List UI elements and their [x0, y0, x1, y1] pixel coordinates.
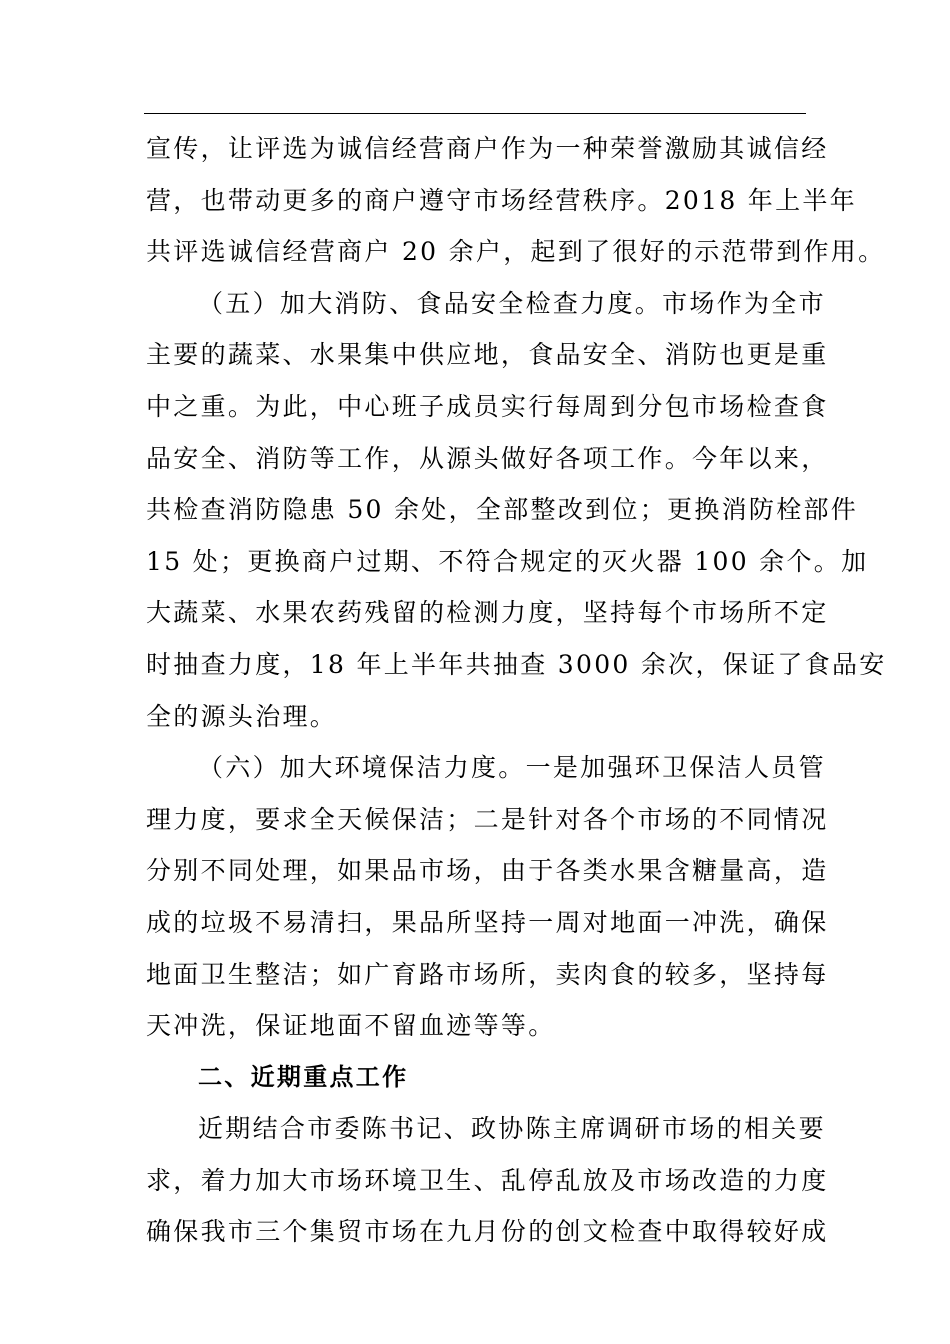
document-body — [146, 123, 887, 1258]
text-line: 确保我市三个集贸市场在九月份的创文检查中取得较好成 — [146, 1217, 829, 1247]
text-line: 成的垃圾不易清扫，果品所坚持一周对地面一冲洗，确保 — [146, 907, 829, 937]
text-line: 大蔬菜、水果农药残留的检测力度，坚持每个市场所不定 — [146, 598, 829, 628]
text-line: 理力度，要求全天候保洁；二是针对各个市场的不同情况 — [146, 804, 829, 834]
text-line: 中之重。为此，中心班子成员实行每周到分包市场检查食 — [146, 391, 829, 421]
text-line: （六）加大环境保洁力度。一是加强环卫保洁人员管 — [198, 753, 826, 783]
text-line: 主要的蔬菜、水果集中供应地，食品安全、消防也更是重 — [146, 340, 829, 370]
text-line: 品安全、消防等工作，从源头做好各项工作。今年以来， — [146, 443, 829, 473]
header-rule — [144, 113, 806, 114]
text-line: 宣传，让评选为诚信经营商户作为一种荣誉激励其诚信经 — [146, 134, 829, 163]
text-line: 共检查消防隐患 50 余处，全部整改到位；更换消防栓部件 — [146, 495, 859, 525]
text-line: 共评选诚信经营商户 20 余户，起到了很好的示范带到作用。 — [146, 237, 886, 267]
text-line: 全的源头治理。 — [146, 701, 338, 731]
text-line: 分别不同处理，如果品市场，由于各类水果含糖量高，造 — [146, 856, 829, 886]
section-heading: 二、近期重点工作 — [198, 1062, 409, 1091]
text-line: 地面卫生整洁；如广育路市场所，卖肉食的较多，坚持每 — [146, 959, 829, 989]
text-line: 近期结合市委陈书记、政协陈主席调研市场的相关要 — [198, 1114, 826, 1144]
text-line: 天冲洗，保证地面不留血迹等等。 — [146, 1011, 556, 1041]
text-line: 时抽查力度，18 年上半年共抽查 3000 余次，保证了食品安 — [146, 649, 887, 679]
text-line: （五）加大消防、食品安全检查力度。市场作为全市 — [198, 288, 826, 318]
text-line: 求，着力加大市场环境卫生、乱停乱放及市场改造的力度 — [146, 1165, 829, 1195]
text-line: 营，也带动更多的商户遵守市场经营秩序。2018 年上半年 — [146, 185, 857, 215]
text-line: 15 处；更换商户过期、不符合规定的灭火器 100 余个。加 — [146, 546, 869, 576]
